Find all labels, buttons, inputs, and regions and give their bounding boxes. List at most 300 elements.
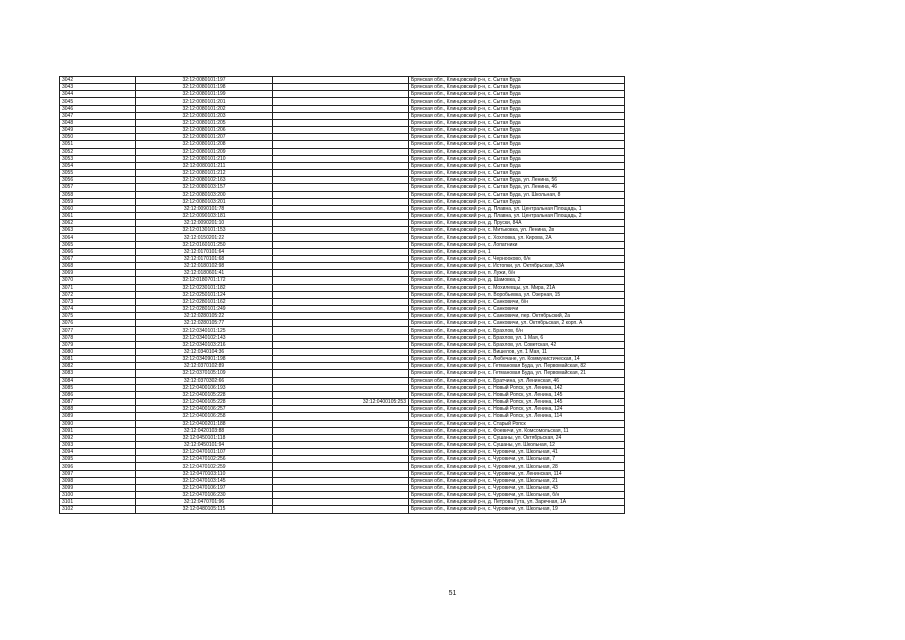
- row-number-cell: 3090: [60, 420, 136, 427]
- row-number-cell: 3092: [60, 434, 136, 441]
- address-cell: Брянская обл., Клинцовский р-н, с. Сытая Буда: [409, 155, 625, 162]
- row-number-cell: 3074: [60, 306, 136, 313]
- linked-cadastral-number-cell: [273, 170, 409, 177]
- row-number-cell: 3050: [60, 134, 136, 141]
- table-row: [60, 177, 625, 184]
- linked-cadastral-number-cell: [273, 277, 409, 284]
- linked-cadastral-number-cell: [273, 420, 409, 427]
- table-row: [60, 384, 625, 391]
- linked-cadastral-number-cell: [273, 456, 409, 463]
- table-row: [60, 112, 625, 119]
- linked-cadastral-number-cell: [273, 291, 409, 298]
- cadastral-number-cell: 32:12:0450101:94: [136, 441, 273, 448]
- table-row: [60, 470, 625, 477]
- address-cell: Брянская обл., Клинцовский р-н, с. Новый Ропск, ул. Ленина, 145: [409, 391, 625, 398]
- table-row: [60, 105, 625, 112]
- row-number-cell: 3048: [60, 119, 136, 126]
- table-row: [60, 270, 625, 277]
- address-cell: Брянская обл., Клинцовский р-н, с. Сытая Буда: [409, 98, 625, 105]
- table-row: [60, 348, 625, 355]
- cadastral-number-cell: 32:12:0080101:206: [136, 127, 273, 134]
- row-number-cell: 3080: [60, 348, 136, 355]
- linked-cadastral-number-cell: [273, 499, 409, 506]
- cadastral-number-cell: 32:12:0370105:109: [136, 370, 273, 377]
- linked-cadastral-number-cell: [273, 406, 409, 413]
- cadastral-number-cell: 32:12:0400105:228: [136, 391, 273, 398]
- table-row: [60, 227, 625, 234]
- linked-cadastral-number-cell: [273, 484, 409, 491]
- cadastral-number-cell: 32:12:0400106:193: [136, 384, 273, 391]
- address-cell: Брянская обл., Клинцовский р-н, 1: [409, 248, 625, 255]
- row-number-cell: 3098: [60, 477, 136, 484]
- linked-cadastral-number-cell: [273, 327, 409, 334]
- row-number-cell: 3085: [60, 384, 136, 391]
- row-number-cell: 3084: [60, 377, 136, 384]
- row-number-cell: 3073: [60, 298, 136, 305]
- table-row: [60, 370, 625, 377]
- row-number-cell: 3071: [60, 284, 136, 291]
- table-row: [60, 399, 625, 406]
- table-row: [60, 484, 625, 491]
- address-cell: Брянская обл., Клинцовский р-н, с. Сытая Буда: [409, 105, 625, 112]
- row-number-cell: 3044: [60, 91, 136, 98]
- cadastral-number-cell: 32:12:0370102:89: [136, 363, 273, 370]
- linked-cadastral-number-cell: [273, 212, 409, 219]
- address-cell: Брянская обл., Клинцовский р-н, п. Лужи, б/н: [409, 270, 625, 277]
- table-row: [60, 341, 625, 348]
- address-cell: Брянская обл., Клинцовский р-н, с. Чуровичи, ул. Школьная, 7: [409, 456, 625, 463]
- linked-cadastral-number-cell: [273, 391, 409, 398]
- row-number-cell: 3099: [60, 484, 136, 491]
- cadastral-number-cell: 32:12:0090201:10: [136, 220, 273, 227]
- row-number-cell: 3068: [60, 263, 136, 270]
- address-cell: Брянская обл., Клинцовский р-н, п. Воробьевка, ул. Озерная, 15: [409, 291, 625, 298]
- linked-cadastral-number-cell: [273, 263, 409, 270]
- linked-cadastral-number-cell: [273, 434, 409, 441]
- address-cell: Брянская обл., Клинцовский р-н, д. Пруски, 84А: [409, 220, 625, 227]
- table-row: [60, 356, 625, 363]
- table-row: [60, 441, 625, 448]
- table-row: [60, 248, 625, 255]
- address-cell: Брянская обл., Клинцовский р-н, с. Гетмановая Буда, ул. Первомайская, 21: [409, 370, 625, 377]
- cadastral-number-cell: 32:12:0080101:211: [136, 162, 273, 169]
- linked-cadastral-number-cell: [273, 205, 409, 212]
- linked-cadastral-number-cell: [273, 105, 409, 112]
- table-row: [60, 162, 625, 169]
- cadastral-number-cell: 32:12:0180601:41: [136, 270, 273, 277]
- table-row: [60, 456, 625, 463]
- cadastral-number-cell: 32:12:0080103:200: [136, 191, 273, 198]
- table-row: [60, 506, 625, 513]
- linked-cadastral-number-cell: [273, 320, 409, 327]
- linked-cadastral-number-cell: [273, 198, 409, 205]
- row-number-cell: 3065: [60, 241, 136, 248]
- cadastral-number-cell: 32:12:0470102:256: [136, 456, 273, 463]
- address-cell: Брянская обл., Клинцовский р-н, с. Фоевичи, ул. Комсомольская, 11: [409, 427, 625, 434]
- address-cell: Брянская обл., Клинцовский р-н, с. Чуровичи, ул. Школьная, 19: [409, 506, 625, 513]
- table-row: [60, 427, 625, 434]
- row-number-cell: 3077: [60, 327, 136, 334]
- address-cell: Брянская обл., Клинцовский р-н, с. Лопатники: [409, 241, 625, 248]
- address-cell: Брянская обл., Клинцовский р-н, д. Плавна, ул. Центральная Площадь, 2: [409, 212, 625, 219]
- address-cell: Брянская обл., Клинцовский р-н, с. Сытая Буда: [409, 77, 625, 84]
- linked-cadastral-number-cell: [273, 191, 409, 198]
- row-number-cell: 3101: [60, 499, 136, 506]
- linked-cadastral-number-cell: [273, 91, 409, 98]
- address-cell: Брянская обл., Клинцовский р-н, с. Сушаны, ул. Школьная, 12: [409, 441, 625, 448]
- linked-cadastral-number-cell: [273, 313, 409, 320]
- row-number-cell: 3058: [60, 191, 136, 198]
- cadastral-number-cell: 32:12:0250101:124: [136, 291, 273, 298]
- address-cell: Брянская обл., Клинцовский р-н, с. Сытая Буда: [409, 84, 625, 91]
- address-cell: Брянская обл., Клинцовский р-н, с. Мохилевцы, ул. Мира, 21А: [409, 284, 625, 291]
- cadastral-number-cell: 32:12:0470102:259: [136, 463, 273, 470]
- cadastral-number-cell: 32:12:0080101:199: [136, 91, 273, 98]
- linked-cadastral-number-cell: [273, 284, 409, 291]
- table-row: [60, 492, 625, 499]
- address-cell: Брянская обл., Клинцовский р-н, с. Санковичи, ул. Октябрьская, 2 корп. А: [409, 320, 625, 327]
- row-number-cell: 3076: [60, 320, 136, 327]
- address-cell: Брянская обл., Клинцовский р-н, с. Чуровичи, ул. Школьная, 28: [409, 463, 625, 470]
- row-number-cell: 3042: [60, 77, 136, 84]
- cadastral-number-cell: 32:12:0080101:205: [136, 119, 273, 126]
- row-number-cell: 3079: [60, 341, 136, 348]
- table-row: [60, 320, 625, 327]
- table-row: [60, 84, 625, 91]
- row-number-cell: 3075: [60, 313, 136, 320]
- table-row: [60, 198, 625, 205]
- row-number-cell: 3087: [60, 399, 136, 406]
- linked-cadastral-number-cell: [273, 377, 409, 384]
- linked-cadastral-number-cell: [273, 356, 409, 363]
- table-row: [60, 91, 625, 98]
- cadastral-number-cell: 32:12:0400106:257: [136, 406, 273, 413]
- table-row: [60, 463, 625, 470]
- address-cell: Брянская обл., Клинцовский р-н, с. Сытая Буда: [409, 170, 625, 177]
- table-row: [60, 234, 625, 241]
- table-row: [60, 277, 625, 284]
- cadastral-number-cell: 32:12:0340101:125: [136, 327, 273, 334]
- table-row: [60, 255, 625, 262]
- cadastral-number-cell: 32:12:0080102:163: [136, 177, 273, 184]
- linked-cadastral-number-cell: [273, 241, 409, 248]
- table-row: [60, 155, 625, 162]
- cadastral-number-cell: 32:12:0400105:228: [136, 399, 273, 406]
- row-number-cell: 3049: [60, 127, 136, 134]
- cadastral-number-cell: 32:12:0400106:258: [136, 413, 273, 420]
- cadastral-number-cell: 32:12:0080101:197: [136, 77, 273, 84]
- cadastral-number-cell: 32:12:0080101:209: [136, 148, 273, 155]
- address-cell: Брянская обл., Клинцовский р-н, с. Митьковка, ул. Ленина, 2в: [409, 227, 625, 234]
- table-row: [60, 413, 625, 420]
- table-row: [60, 241, 625, 248]
- linked-cadastral-number-cell: [273, 98, 409, 105]
- cadastral-number-cell: 32:12:0470103:145: [136, 477, 273, 484]
- address-cell: Брянская обл., Клинцовский р-н, с. Брахлов, б/н: [409, 327, 625, 334]
- cadastral-number-cell: 32:12:0280101:249: [136, 306, 273, 313]
- table-row: [60, 406, 625, 413]
- table-row: [60, 220, 625, 227]
- cadastral-number-cell: 32:12:0160101:250: [136, 241, 273, 248]
- cadastral-number-cell: 32:12:0080101:203: [136, 112, 273, 119]
- table-row: [60, 291, 625, 298]
- address-cell: Брянская обл., Клинцовский р-н, с. Чуровичи, ул. Школьная, 43: [409, 484, 625, 491]
- row-number-cell: 3051: [60, 141, 136, 148]
- linked-cadastral-number-cell: [273, 427, 409, 434]
- linked-cadastral-number-cell: [273, 234, 409, 241]
- linked-cadastral-number-cell: [273, 177, 409, 184]
- address-cell: Брянская обл., Клинцовский р-н, с. Сытая Буда: [409, 91, 625, 98]
- linked-cadastral-number-cell: [273, 370, 409, 377]
- cadastral-number-cell: 32:12:0080101:198: [136, 84, 273, 91]
- row-number-cell: 3060: [60, 205, 136, 212]
- row-number-cell: 3069: [60, 270, 136, 277]
- address-cell: Брянская обл., Клинцовский р-н, с. Любечане, ул. Коммунистическая, 14: [409, 356, 625, 363]
- linked-cadastral-number-cell: [273, 334, 409, 341]
- linked-cadastral-number-cell: [273, 227, 409, 234]
- table-row: [60, 499, 625, 506]
- cadastral-number-cell: 32:12:0480105:115: [136, 506, 273, 513]
- linked-cadastral-number-cell: [273, 162, 409, 169]
- cadastral-number-cell: 32:12:0280101:162: [136, 298, 273, 305]
- row-number-cell: 3046: [60, 105, 136, 112]
- cadastral-number-cell: 32:12:0170101:68: [136, 255, 273, 262]
- table-row: [60, 377, 625, 384]
- table-row: [60, 334, 625, 341]
- cadastral-number-cell: 32:12:0470101:107: [136, 449, 273, 456]
- table-row: [60, 327, 625, 334]
- address-cell: Брянская обл., Клинцовский р-н, с. Чуровичи, ул. Школьная, 21: [409, 477, 625, 484]
- row-number-cell: 3089: [60, 413, 136, 420]
- row-number-cell: 3063: [60, 227, 136, 234]
- linked-cadastral-number-cell: [273, 492, 409, 499]
- linked-cadastral-number-cell: [273, 298, 409, 305]
- address-cell: Брянская обл., Клинцовский р-н, с. Чуровичи, ул. Ленинская, 114: [409, 470, 625, 477]
- table-row: [60, 391, 625, 398]
- row-number-cell: 3086: [60, 391, 136, 398]
- table-row: [60, 284, 625, 291]
- table-row: [60, 205, 625, 212]
- row-number-cell: 3083: [60, 370, 136, 377]
- cadastral-number-cell: 32:12:0470103:110: [136, 470, 273, 477]
- row-number-cell: 3100: [60, 492, 136, 499]
- table-row: [60, 477, 625, 484]
- row-number-cell: 3057: [60, 184, 136, 191]
- linked-cadastral-number-cell: [273, 155, 409, 162]
- address-cell: Брянская обл., Клинцовский р-н, с. Сытая Буда: [409, 148, 625, 155]
- row-number-cell: 3095: [60, 456, 136, 463]
- address-cell: Брянская обл., Клинцовский р-н, с. Истопки, ул. Октябрьская, 33А: [409, 263, 625, 270]
- table-row: [60, 98, 625, 105]
- row-number-cell: 3097: [60, 470, 136, 477]
- linked-cadastral-number-cell: [273, 341, 409, 348]
- address-cell: Брянская обл., Клинцовский р-н, с. Сытая Буда, ул. Ленина, 56: [409, 177, 625, 184]
- address-cell: Брянская обл., Клинцовский р-н, с. Сытая Буда, ул. Ленина, 46: [409, 184, 625, 191]
- address-cell: Брянская обл., Клинцовский р-н, с. Новый Ропск, ул. Ленина, 114: [409, 413, 625, 420]
- row-number-cell: 3045: [60, 98, 136, 105]
- address-cell: Брянская обл., Клинцовский р-н, с. Вишелов, ул. 1 Мая, 11: [409, 348, 625, 355]
- cadastral-number-cell: 32:12:0470701:96: [136, 499, 273, 506]
- cadastral-number-cell: 32:12:0370302:66: [136, 377, 273, 384]
- table-row: [60, 298, 625, 305]
- registry-table: [59, 76, 625, 514]
- cadastral-number-cell: 32:12:0420103:88: [136, 427, 273, 434]
- linked-cadastral-number-cell: [273, 348, 409, 355]
- table-row: [60, 363, 625, 370]
- registry-table-body: [60, 77, 625, 514]
- table-row: [60, 184, 625, 191]
- linked-cadastral-number-cell: [273, 470, 409, 477]
- row-number-cell: 3072: [60, 291, 136, 298]
- cadastral-number-cell: 32:12:0150201:22: [136, 234, 273, 241]
- address-cell: Брянская обл., Клинцовский р-н, с. Сытая Буда: [409, 127, 625, 134]
- linked-cadastral-number-cell: 32:12:0400105:253: [273, 399, 409, 406]
- row-number-cell: 3091: [60, 427, 136, 434]
- linked-cadastral-number-cell: [273, 184, 409, 191]
- linked-cadastral-number-cell: [273, 148, 409, 155]
- table-row: [60, 191, 625, 198]
- linked-cadastral-number-cell: [273, 306, 409, 313]
- row-number-cell: 3052: [60, 148, 136, 155]
- address-cell: Брянская обл., Клинцовский р-н, с. Сытая Буда: [409, 119, 625, 126]
- row-number-cell: 3070: [60, 277, 136, 284]
- linked-cadastral-number-cell: [273, 463, 409, 470]
- row-number-cell: 3096: [60, 463, 136, 470]
- row-number-cell: 3064: [60, 234, 136, 241]
- table-row: [60, 263, 625, 270]
- row-number-cell: 3066: [60, 248, 136, 255]
- address-cell: Брянская обл., Клинцовский р-н, с. Сытая Буда: [409, 162, 625, 169]
- cadastral-number-cell: 32:12:0080101:210: [136, 155, 273, 162]
- address-cell: Брянская обл., Клинцовский р-н, с. Новый Ропск, ул. Ленина, 145: [409, 399, 625, 406]
- row-number-cell: 3053: [60, 155, 136, 162]
- address-cell: Брянская обл., Клинцовский р-н, с. Старый Ропск: [409, 420, 625, 427]
- cadastral-number-cell: 32:12:0450101:118: [136, 434, 273, 441]
- linked-cadastral-number-cell: [273, 441, 409, 448]
- cadastral-number-cell: 32:12:0080101:212: [136, 170, 273, 177]
- linked-cadastral-number-cell: [273, 141, 409, 148]
- address-cell: Брянская обл., Клинцовский р-н, с. Сытая Буда: [409, 198, 625, 205]
- cadastral-number-cell: 32:12:0180701:172: [136, 277, 273, 284]
- address-cell: Брянская обл., Клинцовский р-н, с. Сытая Буда: [409, 141, 625, 148]
- linked-cadastral-number-cell: [273, 270, 409, 277]
- cadastral-number-cell: 32:12:0080103:157: [136, 184, 273, 191]
- cadastral-number-cell: 32:12:0470106:197: [136, 484, 273, 491]
- linked-cadastral-number-cell: [273, 363, 409, 370]
- cadastral-number-cell: 32:12:0080101:207: [136, 134, 273, 141]
- row-number-cell: 3062: [60, 220, 136, 227]
- address-cell: Брянская обл., Клинцовский р-н, с. Гетмановая Буда, ул. Первомайская, 82: [409, 363, 625, 370]
- cadastral-number-cell: 32:12:0400201:188: [136, 420, 273, 427]
- cadastral-number-cell: 32:12:0170101:64: [136, 248, 273, 255]
- cadastral-number-cell: 32:12:0090103:181: [136, 212, 273, 219]
- address-cell: Брянская обл., Клинцовский р-н, с. Чуровичи, ул. Школьная, б/н: [409, 492, 625, 499]
- address-cell: Брянская обл., Клинцовский р-н, с. Сытая Буда, ул. Школьная, 8: [409, 191, 625, 198]
- table-row: [60, 148, 625, 155]
- address-cell: Брянская обл., Клинцовский р-н, с. Сытая Буда: [409, 134, 625, 141]
- linked-cadastral-number-cell: [273, 384, 409, 391]
- linked-cadastral-number-cell: [273, 220, 409, 227]
- linked-cadastral-number-cell: [273, 119, 409, 126]
- cadastral-number-cell: 32:12:0340901:198: [136, 356, 273, 363]
- cadastral-number-cell: 32:12:0280105:22: [136, 313, 273, 320]
- address-cell: Брянская обл., Клинцовский р-н, д. Плавна, ул. Центральная Площадь, 1: [409, 205, 625, 212]
- page-number: 51: [448, 590, 457, 597]
- cadastral-number-cell: 32:12:0340104:36: [136, 348, 273, 355]
- linked-cadastral-number-cell: [273, 112, 409, 119]
- address-cell: Брянская обл., Клинцовский р-н, с. Санковичи, б/н: [409, 298, 625, 305]
- row-number-cell: 3054: [60, 162, 136, 169]
- table-row: [60, 141, 625, 148]
- row-number-cell: 3047: [60, 112, 136, 119]
- row-number-cell: 3059: [60, 198, 136, 205]
- table-row: [60, 420, 625, 427]
- address-cell: Брянская обл., Клинцовский р-н, с. Санковичи, пер. Октябрьский, 2а: [409, 313, 625, 320]
- table-row: [60, 134, 625, 141]
- linked-cadastral-number-cell: [273, 84, 409, 91]
- cadastral-number-cell: 32:12:0180102:98: [136, 263, 273, 270]
- linked-cadastral-number-cell: [273, 248, 409, 255]
- address-cell: Брянская обл., Клинцовский р-н, с. Новый Ропск, ул. Ленина, 124: [409, 406, 625, 413]
- cadastral-number-cell: 32:12:0130101:153: [136, 227, 273, 234]
- table-row: [60, 170, 625, 177]
- linked-cadastral-number-cell: [273, 134, 409, 141]
- table-row: [60, 77, 625, 84]
- row-number-cell: 3043: [60, 84, 136, 91]
- linked-cadastral-number-cell: [273, 477, 409, 484]
- linked-cadastral-number-cell: [273, 77, 409, 84]
- table-row: [60, 306, 625, 313]
- row-number-cell: 3056: [60, 177, 136, 184]
- table-row: [60, 449, 625, 456]
- cadastral-number-cell: 32:12:0080101:208: [136, 141, 273, 148]
- cadastral-number-cell: 32:12:0080101:202: [136, 105, 273, 112]
- address-cell: Брянская обл., Клинцовский р-н, с. Санковичи: [409, 306, 625, 313]
- cadastral-number-cell: 32:12:0230101:182: [136, 284, 273, 291]
- linked-cadastral-number-cell: [273, 506, 409, 513]
- row-number-cell: 3061: [60, 212, 136, 219]
- cadastral-number-cell: 32:12:0080103:201: [136, 198, 273, 205]
- cadastral-number-cell: 32:12:0280105:77: [136, 320, 273, 327]
- row-number-cell: 3081: [60, 356, 136, 363]
- cadastral-number-cell: 32:12:0090101:78: [136, 205, 273, 212]
- address-cell: Брянская обл., Клинцовский р-н, с. Сушаны, ул. Октябрьская, 24: [409, 434, 625, 441]
- row-number-cell: 3082: [60, 363, 136, 370]
- address-cell: Брянская обл., Клинцовский р-н, д. Шамовка, 2: [409, 277, 625, 284]
- address-cell: Брянская обл., Клинцовский р-н, с. Братчина, ул. Ленинская, 46: [409, 377, 625, 384]
- address-cell: Брянская обл., Клинцовский р-н, с. Хохловка, ул. Кирова, 2А: [409, 234, 625, 241]
- row-number-cell: 3055: [60, 170, 136, 177]
- row-number-cell: 3078: [60, 334, 136, 341]
- address-cell: Брянская обл., Клинцовский р-н, с. Брахлов, ул. 1 Мая, 6: [409, 334, 625, 341]
- cadastral-number-cell: 32:12:0340102:143: [136, 334, 273, 341]
- row-number-cell: 3102: [60, 506, 136, 513]
- linked-cadastral-number-cell: [273, 255, 409, 262]
- address-cell: Брянская обл., Клинцовский р-н, с. Чернооково, б/н: [409, 255, 625, 262]
- linked-cadastral-number-cell: [273, 413, 409, 420]
- row-number-cell: 3067: [60, 255, 136, 262]
- table-row: [60, 212, 625, 219]
- row-number-cell: 3088: [60, 406, 136, 413]
- cadastral-number-cell: 32:12:0080101:201: [136, 98, 273, 105]
- address-cell: Брянская обл., Клинцовский р-н, с. Чуровичи, ул. Школьная, 41: [409, 449, 625, 456]
- row-number-cell: 3093: [60, 441, 136, 448]
- cadastral-number-cell: 32:12:0470106:230: [136, 492, 273, 499]
- table-row: [60, 434, 625, 441]
- address-cell: Брянская обл., Клинцовский р-н, с. Брахлов, ул. Советская, 42: [409, 341, 625, 348]
- address-cell: Брянская обл., Клинцовский р-н, с. Новый Ропск, ул. Ленина, 142: [409, 384, 625, 391]
- cadastral-number-cell: 32:12:0340103:216: [136, 341, 273, 348]
